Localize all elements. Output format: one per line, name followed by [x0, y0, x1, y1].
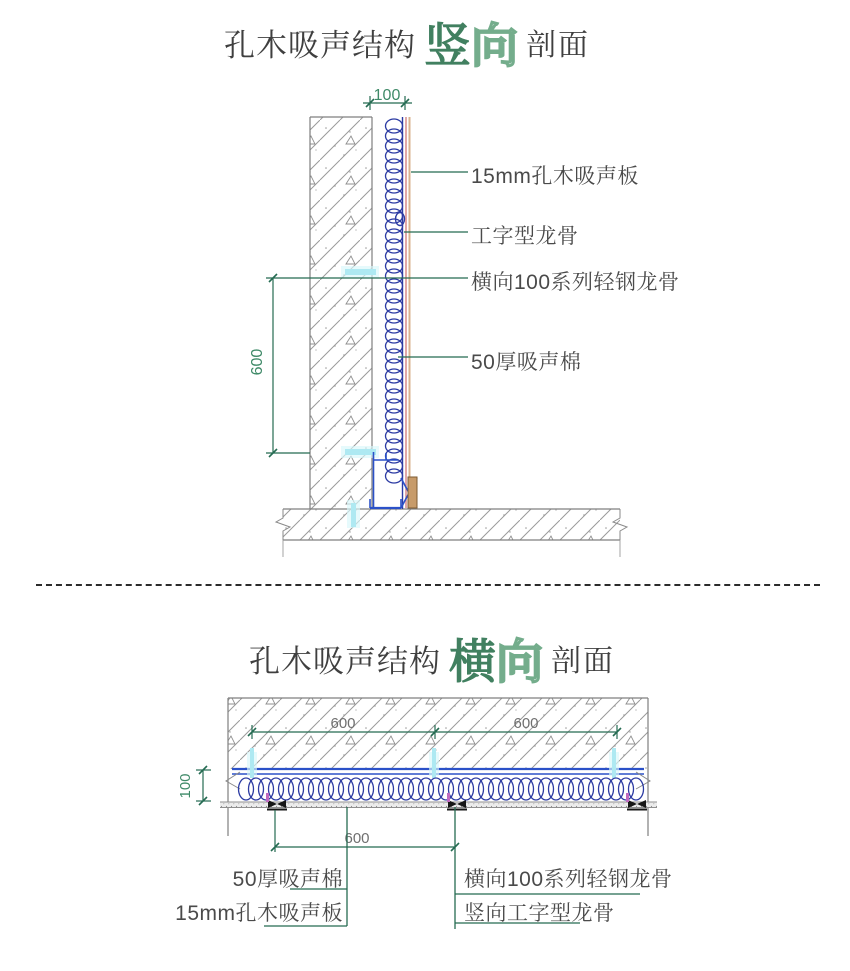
pin-mark — [626, 793, 629, 802]
dim-600-bottom: 600 — [344, 830, 370, 847]
acoustic-cotton-coil — [386, 119, 403, 483]
section-separator — [36, 584, 820, 586]
label-panel: 15mm孔木吸声板 — [175, 902, 343, 925]
title-prefix: 孔木吸声结构 — [224, 27, 416, 63]
pin-mark — [447, 793, 450, 802]
label-steel-keel: 横向100系列轻钢龙骨 — [471, 271, 680, 294]
label-ibeam-keel: 竖向工字型龙骨 — [464, 902, 615, 925]
acoustic-cotton-coil — [239, 778, 644, 800]
title-highlight-hollow: 向 — [496, 634, 543, 688]
wood-block — [408, 477, 417, 508]
title-prefix: 孔木吸声结构 — [249, 643, 441, 679]
floor-slab — [276, 509, 627, 557]
dim-100-top: 100 — [373, 87, 401, 104]
label-acoustic-cotton: 50厚吸声棉 — [471, 351, 582, 374]
dim-600-slab-left: 600 — [330, 715, 356, 732]
dim-100-depth: 100 — [177, 773, 194, 799]
horizontal-section-title — [249, 632, 615, 688]
label-ibeam-keel: 工字型龙骨 — [471, 225, 579, 248]
dim-600-left: 600 — [249, 348, 266, 376]
title-highlight: 横 — [449, 634, 496, 688]
pin-mark — [266, 793, 269, 802]
title-suffix: 剖面 — [526, 29, 590, 62]
vertical-section-drawing — [249, 87, 627, 557]
dim-600-slab-right: 600 — [513, 715, 539, 732]
title-highlight: 竖 — [424, 18, 471, 72]
vertical-section-title — [224, 16, 590, 72]
label-acoustic-cotton: 50厚吸声棉 — [232, 868, 343, 891]
label-panel: 15mm孔木吸声板 — [471, 165, 639, 188]
label-steel-keel: 横向100系列轻钢龙骨 — [464, 868, 673, 891]
title-highlight-hollow: 向 — [471, 18, 518, 72]
perforated-panel — [403, 117, 410, 509]
title-suffix: 剖面 — [551, 645, 615, 678]
horizontal-section-drawing — [177, 698, 657, 929]
